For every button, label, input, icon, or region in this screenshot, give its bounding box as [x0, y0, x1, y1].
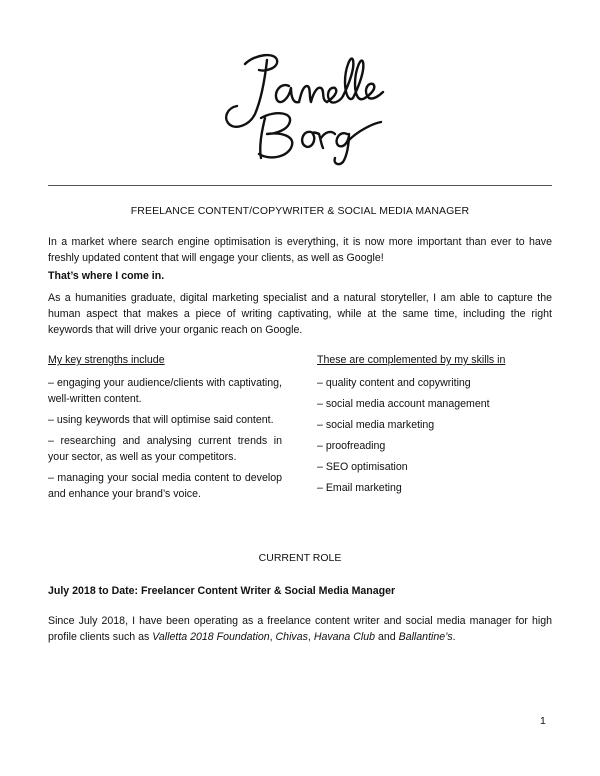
list-item: – social media account management — [317, 398, 490, 410]
header-divider — [48, 185, 552, 186]
list-item: – SEO optimisation — [317, 461, 408, 473]
list-item: – managing your social media content to develop and enhance your brand’s voice. — [48, 472, 282, 500]
list-item: – Email marketing — [317, 482, 402, 494]
strengths-heading: My key strengths include — [48, 354, 165, 366]
client-name: Ballantine’s — [398, 631, 453, 643]
client-name: Valletta 2018 Foundation — [152, 631, 270, 643]
list-item: – using keywords that will optimise said content. — [48, 414, 274, 426]
list-item: – quality content and copywriting — [317, 377, 471, 389]
separator: and — [375, 631, 399, 643]
page-number: 1 — [540, 715, 546, 727]
skills-list — [317, 375, 552, 501]
about-paragraph: As a humanities graduate, digital marketing specialist and a natural storyteller, I am able to capture the human aspect that makes a piece of writing captivating, while at the same time, including the right keywords that will drive your organic reach on Google. — [48, 292, 552, 336]
signature-logo — [215, 48, 395, 166]
strengths-list — [48, 375, 282, 507]
intro-paragraph: In a market where search engine optimisation is everything, it is now more important than ever to have freshly updated content that will engage your clients, as well as Google! — [48, 236, 552, 264]
list-item: – social media marketing — [317, 419, 435, 431]
separator: , — [307, 631, 314, 643]
skills-heading: These are complemented by my skills in — [317, 354, 506, 366]
current-role-heading: CURRENT ROLE — [258, 552, 342, 564]
role-title: July 2018 to Date: Freelancer Content Writer & Social Media Manager — [48, 585, 396, 597]
hook-line: That’s where I come in. — [48, 270, 165, 282]
job-title: FREELANCE CONTENT/COPYWRITER & SOCIAL MEDIA MANAGER — [130, 205, 470, 217]
client-name: Havana Club — [313, 631, 376, 643]
list-item: – engaging your audience/clients with captivating, well-written content. — [48, 377, 282, 405]
list-item: – researching and analysing current trends in your sector, as well as your competitors. — [48, 435, 282, 463]
separator: , — [269, 631, 276, 643]
client-name: Chivas — [275, 631, 308, 643]
role-description — [48, 613, 552, 645]
role-desc-start: Since July 2018, I have been operating as a freelance content writer and social media manager for high profile clients such as — [48, 615, 552, 643]
role-desc-end: . — [452, 631, 456, 643]
list-item: – proofreading — [317, 440, 386, 452]
